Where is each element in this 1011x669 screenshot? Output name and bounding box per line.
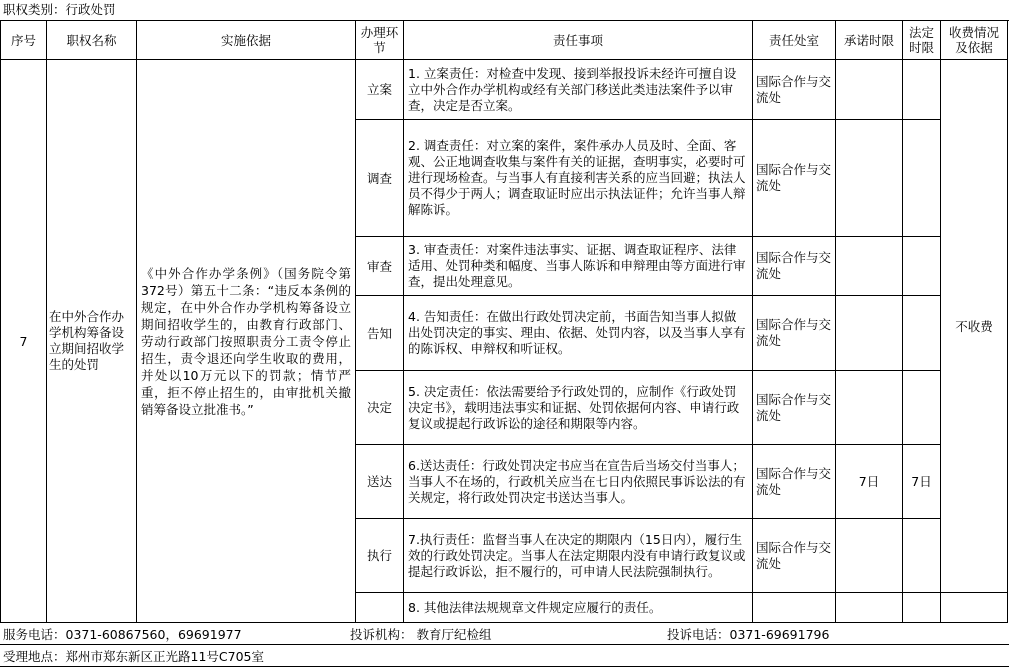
stage-label: 调查	[356, 120, 404, 237]
legal-cell	[903, 237, 941, 296]
legal-cell	[903, 593, 941, 623]
header-name: 职权名称	[47, 21, 137, 60]
stage-responsibility: 7.执行责任：监督当事人在决定的期限内（15日内），履行生效的行政处罚决定。当事人在法定期限内没有申请行政复议或提起行政诉讼，拒不履行的，可申请人民法院强制执行。	[404, 519, 753, 593]
stage-label: 决定	[356, 371, 404, 445]
header-basis: 实施依据	[137, 21, 356, 60]
legal-cell	[903, 296, 941, 371]
header-office: 责任处室	[753, 21, 836, 60]
stage-office: 国际合作与交流处	[753, 371, 836, 445]
promise-cell	[836, 296, 903, 371]
promise-cell	[836, 519, 903, 593]
stage-responsibility: 2. 调查责任：对立案的案件，案件承办人员及时、全面、客观、公正地调查收集与案件有关的证据，查明事实，必要时可进行现场检查。与当事人有直接利害关系的应当回避；执法人员不得少于两人；调查取证时应出示执法证件；允许当事人辩解陈诉。	[404, 120, 753, 237]
table-row	[1, 60, 1008, 120]
header-no: 序号	[1, 21, 47, 60]
promise-cell	[836, 60, 903, 120]
legal-cell	[903, 519, 941, 593]
stage-responsibility: 1. 立案责任：对检查中发现、接到举报投诉未经许可擅自设立中外合作办学机构或经有关部门移送此类违法案件予以审查，决定是否立案。	[404, 60, 753, 120]
footer-contact-band	[0, 623, 1009, 645]
stage-label	[356, 593, 404, 623]
record-basis: 《中外合作办学条例》（国务院令第372号）第五十二条：“违反本条例的规定，在中外合作办学机构筹备设立期间招收学生的，由教育行政部门、劳动行政部门按照职责分工责令停止招生，责令退还向学生收取的费用，并处以10万元以下的罚款；情节严重，拒不停止招生的，由审批机关撤销筹备设立批准书。”	[137, 60, 356, 623]
promise-cell	[836, 120, 903, 237]
responsibility-table	[0, 20, 1008, 623]
footer-address-band	[0, 645, 1009, 667]
record-no: 7	[1, 60, 47, 623]
legal-time: 7日	[903, 445, 941, 519]
stage-label: 审查	[356, 237, 404, 296]
stage-label: 告知	[356, 296, 404, 371]
fee-cell	[941, 593, 1008, 623]
legal-cell	[903, 371, 941, 445]
stage-responsibility: 6.送达责任：行政处罚决定书应当在宣告后当场交付当事人；当事人不在场的，行政机关应当在七日内依照民事诉讼法的有关规定，将行政处罚决定书送达当事人。	[404, 445, 753, 519]
header-items: 责任事项	[404, 21, 753, 60]
header-legal: 法定 时限	[903, 21, 941, 60]
stage-office	[753, 593, 836, 623]
category-band	[0, 0, 1009, 21]
stage-office: 国际合作与交流处	[753, 237, 836, 296]
category-label: 职权类别：行政处罚	[3, 2, 116, 17]
legal-cell	[903, 120, 941, 237]
complaint-phone: 投诉电话：0371-69691796	[667, 627, 830, 642]
stage-office: 国际合作与交流处	[753, 445, 836, 519]
promise-cell	[836, 371, 903, 445]
stage-responsibility: 8. 其他法律法规规章文件规定应履行的责任。	[404, 593, 753, 623]
stage-office: 国际合作与交流处	[753, 519, 836, 593]
stage-responsibility: 4. 告知责任：在做出行政处罚决定前，书面告知当事人拟做出处罚决定的事实、理由、依据、处罚内容，以及当事人享有的陈诉权、申辩权和听证权。	[404, 296, 753, 371]
stage-label: 立案	[356, 60, 404, 120]
header-stage: 办理环 节	[356, 21, 404, 60]
stage-label: 送达	[356, 445, 404, 519]
record-fee: 不收费	[941, 60, 1008, 593]
header-promise: 承诺时限	[836, 21, 903, 60]
promise-cell	[836, 593, 903, 623]
stage-office: 国际合作与交流处	[753, 120, 836, 237]
stage-label: 执行	[356, 519, 404, 593]
legal-cell	[903, 60, 941, 120]
service-phone: 服务电话：0371-60867560，69691977	[3, 627, 242, 642]
header-fee: 收费情况 及依据	[941, 21, 1008, 60]
stage-responsibility: 3. 审查责任：对案件违法事实、证据、调查取证程序、法律适用、处罚种类和幅度、当事人陈诉和申辩理由等方面进行审查，提出处理意见。	[404, 237, 753, 296]
complaint-org: 投诉机构： 教育厅纪检组	[350, 627, 492, 642]
stage-office: 国际合作与交流处	[753, 296, 836, 371]
record-name: 在中外合作办学机构筹备设立期间招收学生的处罚	[47, 60, 137, 623]
address: 受理地点：郑州市郑东新区正光路11号C705室	[3, 649, 264, 664]
stage-responsibility: 5. 决定责任：依法需要给予行政处罚的，应制作《行政处罚决定书》，载明违法事实和证据、处罚依据何内容、申请行政复议或提起行政诉讼的途径和期限等内容。	[404, 371, 753, 445]
promise-time: 7日	[836, 445, 903, 519]
promise-cell	[836, 237, 903, 296]
header-row	[1, 21, 1008, 60]
stage-office: 国际合作与交流处	[753, 60, 836, 120]
